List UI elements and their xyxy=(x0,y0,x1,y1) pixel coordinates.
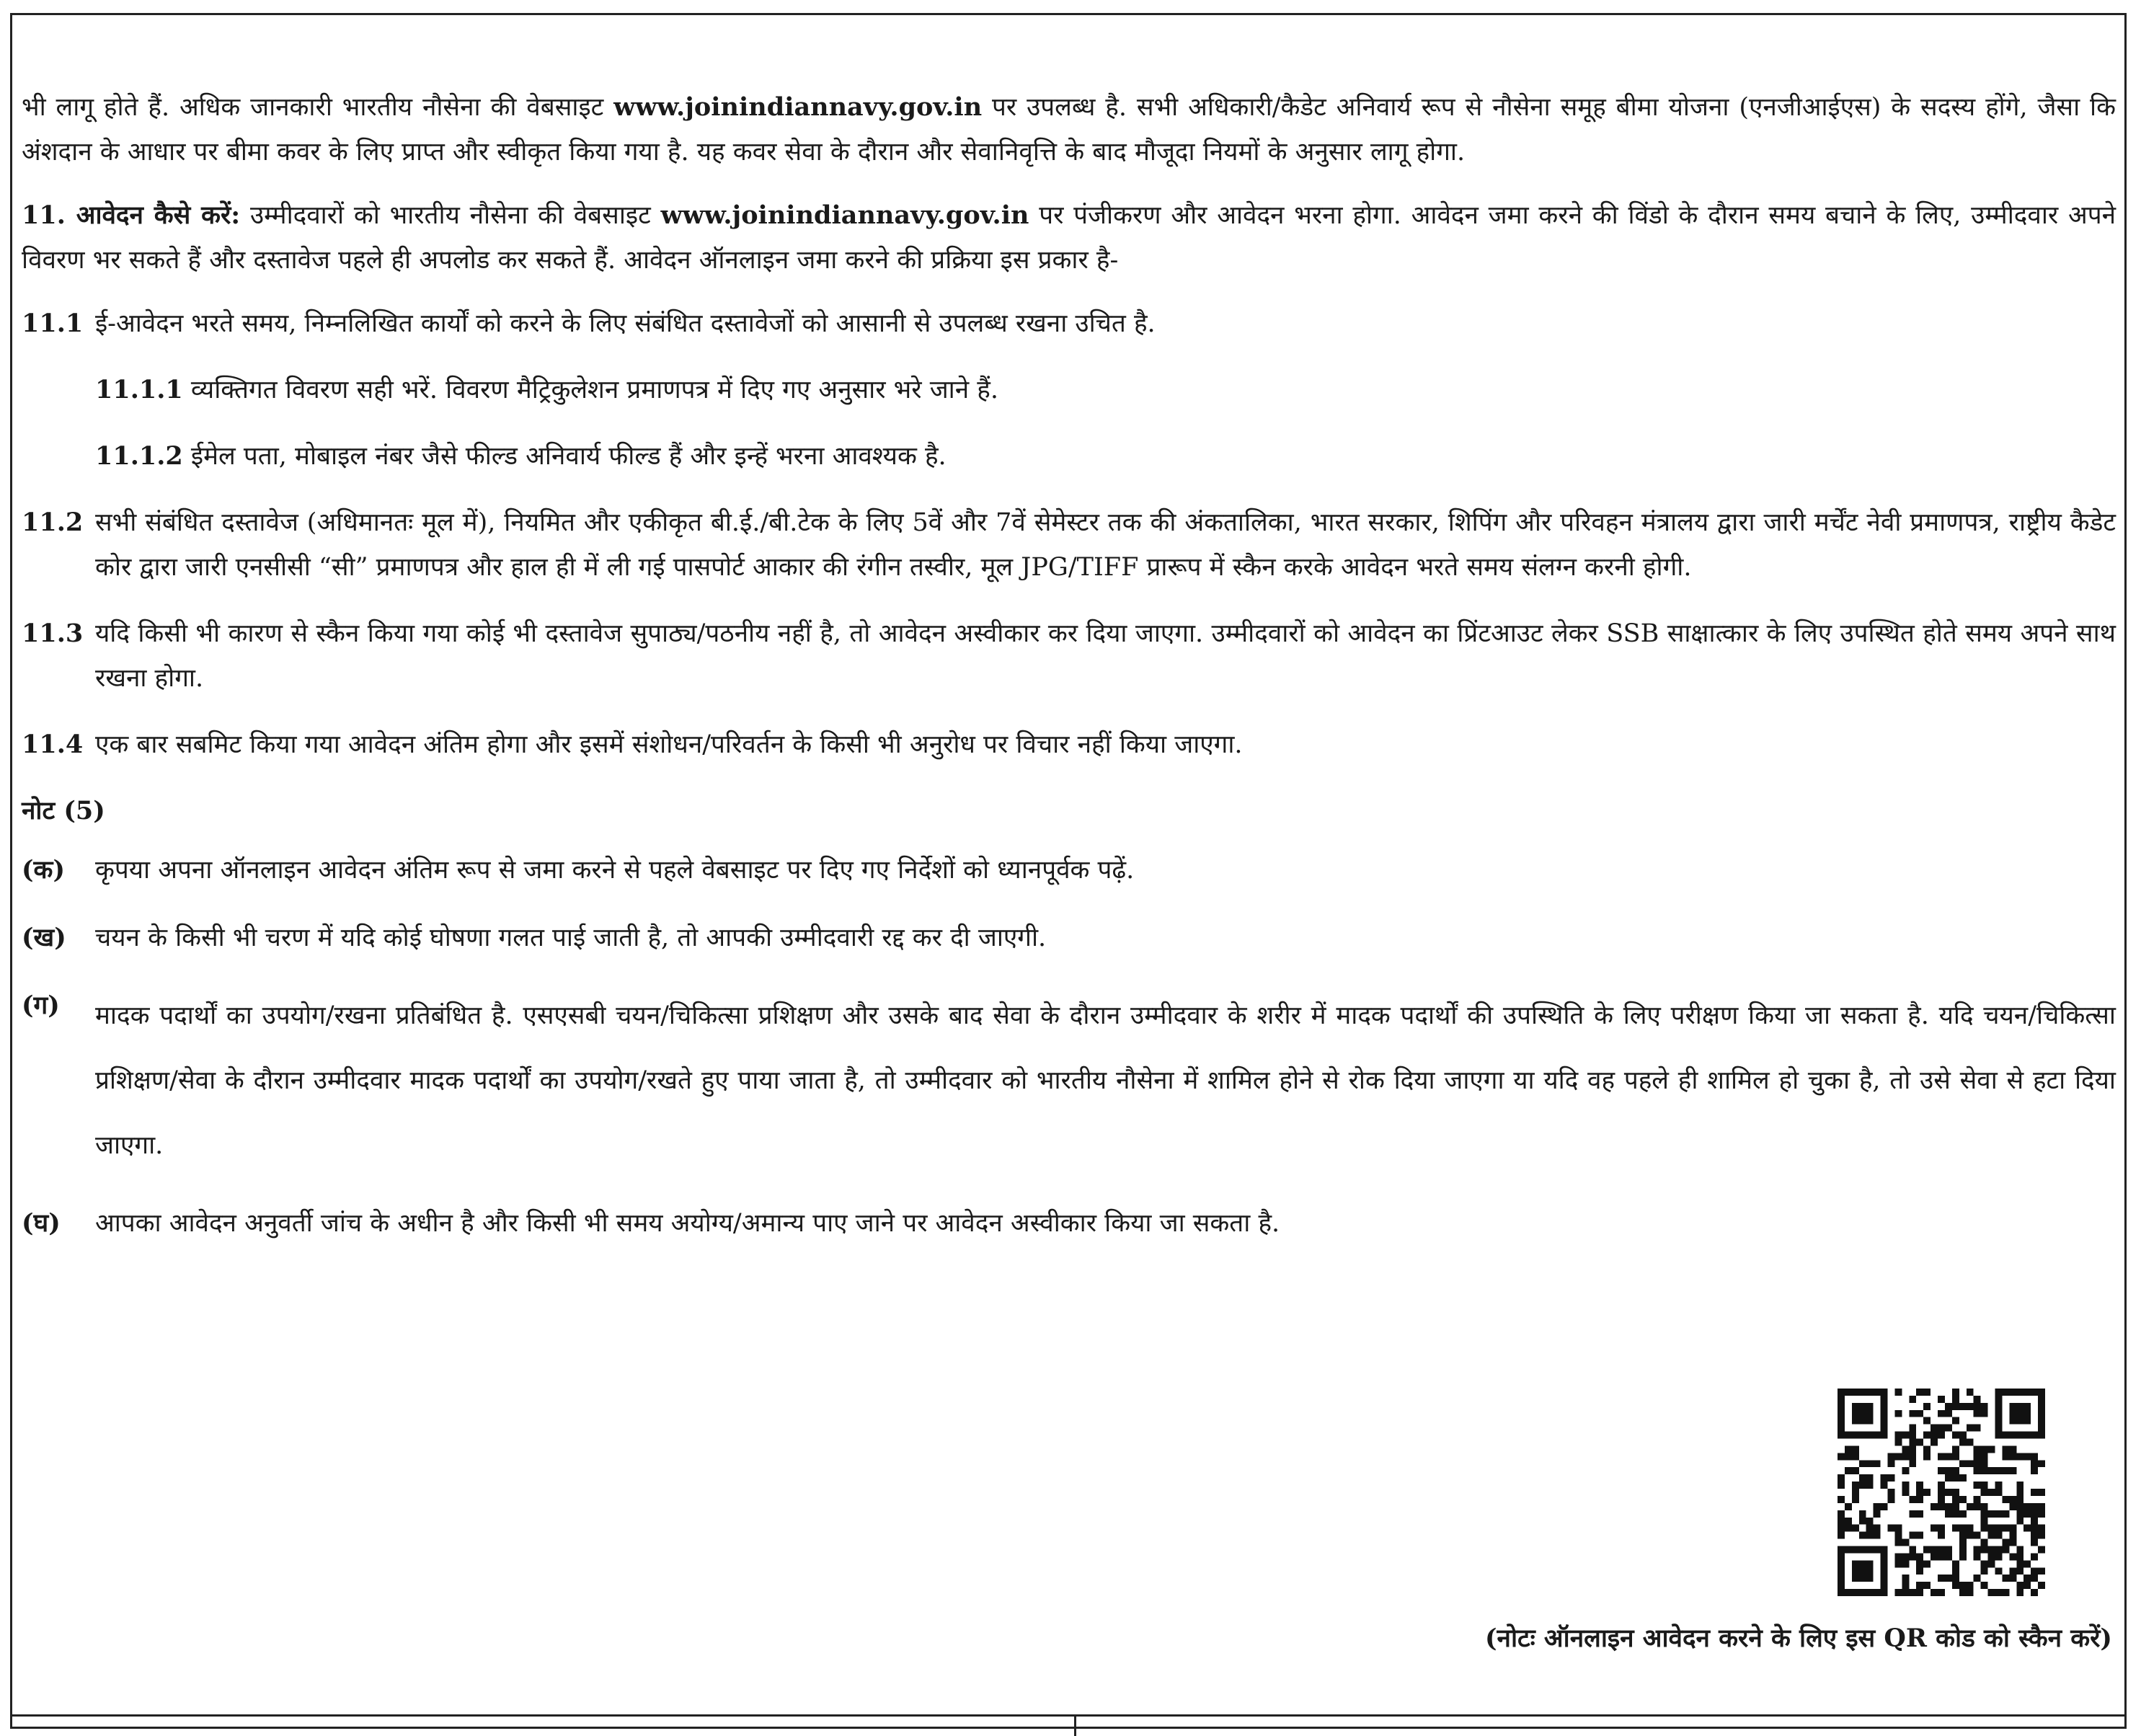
note-heading: नोट (5) xyxy=(22,796,105,825)
note-item-kha xyxy=(22,916,2116,960)
qr-code-icon[interactable] xyxy=(1838,1389,2045,1596)
item-text: ई-आवेदन भरते समय, निम्नलिखित कार्यों को करने के लिए संबंधित दस्तावेजों को आसानी से उपलब्ध रखना उचित है. xyxy=(95,309,1156,338)
list-item-11-1-1 xyxy=(22,368,2116,412)
bottom-divider xyxy=(1074,1716,1076,1736)
note-item-ka xyxy=(22,848,2116,893)
item-number: 11.4 xyxy=(22,730,84,759)
list-item-11-4 xyxy=(22,722,2116,767)
note-item-text: कृपया अपना ऑनलाइन आवेदन अंतिम रूप से जमा करने से पहले वेबसाइट पर दिए गए निर्देशों को ध्यानपूर्वक पढ़ें. xyxy=(95,856,1135,885)
item-number: 11.2 xyxy=(22,508,84,537)
list-item-11-3 xyxy=(22,611,2116,701)
list-item-11-1-2 xyxy=(22,434,2116,479)
note-item-gha xyxy=(22,1201,2116,1246)
item-text: यदि किसी भी कारण से स्कैन किया गया कोई भी दस्तावेज सुपाठ्य/पठनीय नहीं है, तो आवेदन अस्वीकार कर दिया जाएगा. उम्मीदवारों को आवेदन का प्रिंटआउट लेकर SSB साक्षात्कार के लिए उपस्थित होते समय अपने साथ रखना होगा. xyxy=(95,619,2116,693)
bottom-rule xyxy=(10,1714,2127,1717)
item-number: 11.1 xyxy=(22,309,84,338)
note-item-text: चयन के किसी भी चरण में यदि कोई घोषणा गलत पाई जाती है, तो आपकी उम्मीदवारी रद्द कर दी जाएगी. xyxy=(95,924,1047,952)
item-number: 11.1.1 xyxy=(95,375,183,404)
website-link[interactable]: www.joinindiannavy.gov.in xyxy=(613,92,983,122)
note-item-marker: (क) xyxy=(22,855,66,885)
item-text: सभी संबंधित दस्तावेज (अधिमानतः मूल में), नियमित और एकीकृत बी.ई./बी.टेक के लिए 5वें और 7वें सेमेस्टर तक की अंकतालिका, भारत सरकार, शिपिंग और परिवहन मंत्रालय द्वारा जारी मर्चेंट नेवी प्रमाणपत्र, राष्ट्रीय कैडेट कोर द्वारा जारी एनसीसी “सी” प्रमाणपत्र और हाल ही में ली गई पासपोर्ट आकार की रंगीन तस्वीर, मूल JPG/TIFF प्रारूप में स्कैन करके आवेदन भरते समय संलग्न करनी होगी. xyxy=(95,508,2116,582)
list-item-11-1 xyxy=(22,301,2116,346)
note-item-marker: (घ) xyxy=(22,1208,61,1238)
note-item-marker: (ख) xyxy=(22,923,66,952)
note-item-marker: (ग) xyxy=(22,991,60,1020)
note-item-text: आपका आवेदन अनुवर्ती जांच के अधीन है और किसी भी समय अयोग्य/अमान्य पाए जाने पर आवेदन अस्वीकार किया जा सकता है. xyxy=(95,1209,1280,1238)
document-body xyxy=(22,85,2116,1269)
item-number: 11.1.2 xyxy=(95,441,183,471)
website-link[interactable]: www.joinindiannavy.gov.in xyxy=(660,200,1029,230)
note-item-text: मादक पदार्थों का उपयोग/रखना प्रतिबंधित है. एसएसबी चयन/चिकित्सा प्रशिक्षण और उसके बाद सेवा के दौरान उम्मीदवार के शरीर में मादक पदार्थों की उपस्थिति के लिए परीक्षण किया जा सकता है. यदि चयन/चिकित्सा प्रशिक्षण/सेवा के दौरान उम्मीदवार मादक पदार्थों का उपयोग/रखते हुए पाया जाता है, तो उम्मीदवार को भारतीय नौसेना में शामिल होने से रोक दिया जाएगा या यदि वह पहले ही शामिल हो चुका है, तो उसे सेवा से हटा दिया जाएगा. xyxy=(95,1001,2116,1160)
item-number: 11.3 xyxy=(22,619,84,648)
item-text: एक बार सबमिट किया गया आवेदन अंतिम होगा और इसमें संशोधन/परिवर्तन के किसी भी अनुरोध पर विचार नहीं किया जाएगा. xyxy=(95,730,1243,759)
item-text: ईमेल पता, मोबाइल नंबर जैसे फील्ड अनिवार्य फील्ड हैं और इन्हें भरना आवश्यक है. xyxy=(182,442,947,471)
qr-code-graphic xyxy=(1838,1389,2045,1596)
qr-caption: (नोटः ऑनलाइन आवेदन करने के लिए इस QR कोड को स्कैन करें) xyxy=(1484,1624,2112,1653)
note-item-ga xyxy=(22,983,2116,1178)
item-text: व्यक्तिगत विवरण सही भरें. विवरण मैट्रिकुलेशन प्रमाणपत्र में दिए गए अनुसार भरे जाने हैं. xyxy=(182,376,998,404)
intro-paragraph: भी लागू होते हैं. अधिक जानकारी भारतीय नौसेना की वेबसाइट www.joinindiannavy.gov.in पर उपलब्ध है. सभी अधिकारी/कैडेट अनिवार्य रूप से नौसेना समूह बीमा योजना (एनजीआईएस) के सदस्य होंगे, जैसा कि अंशदान के आधार पर बीमा कवर के लिए प्राप्त और स्वीकृत किया गया है. यह कवर सेवा के दौरान और सेवानिवृत्ति के बाद मौजूदा नियमों के अनुसार लागू होगा. xyxy=(22,92,2116,167)
section-11-paragraph: 11. आवेदन कैसे करें: उम्मीदवारों को भारतीय नौसेना की वेबसाइट www.joinindiannavy.gov.in पर पंजीकरण और आवेदन भरना होगा. आवेदन जमा करने की विंडो के दौरान समय बचाने के लिए, उम्मीदवार अपने विवरण भर सकते हैं और दस्तावेज पहले ही अपलोड कर सकते हैं. आवेदन ऑनलाइन जमा करने की प्रक्रिया इस प्रकार है- xyxy=(22,200,2116,275)
section-11-heading: 11. आवेदन कैसे करें: xyxy=(22,200,241,230)
list-item-11-2 xyxy=(22,500,2116,590)
